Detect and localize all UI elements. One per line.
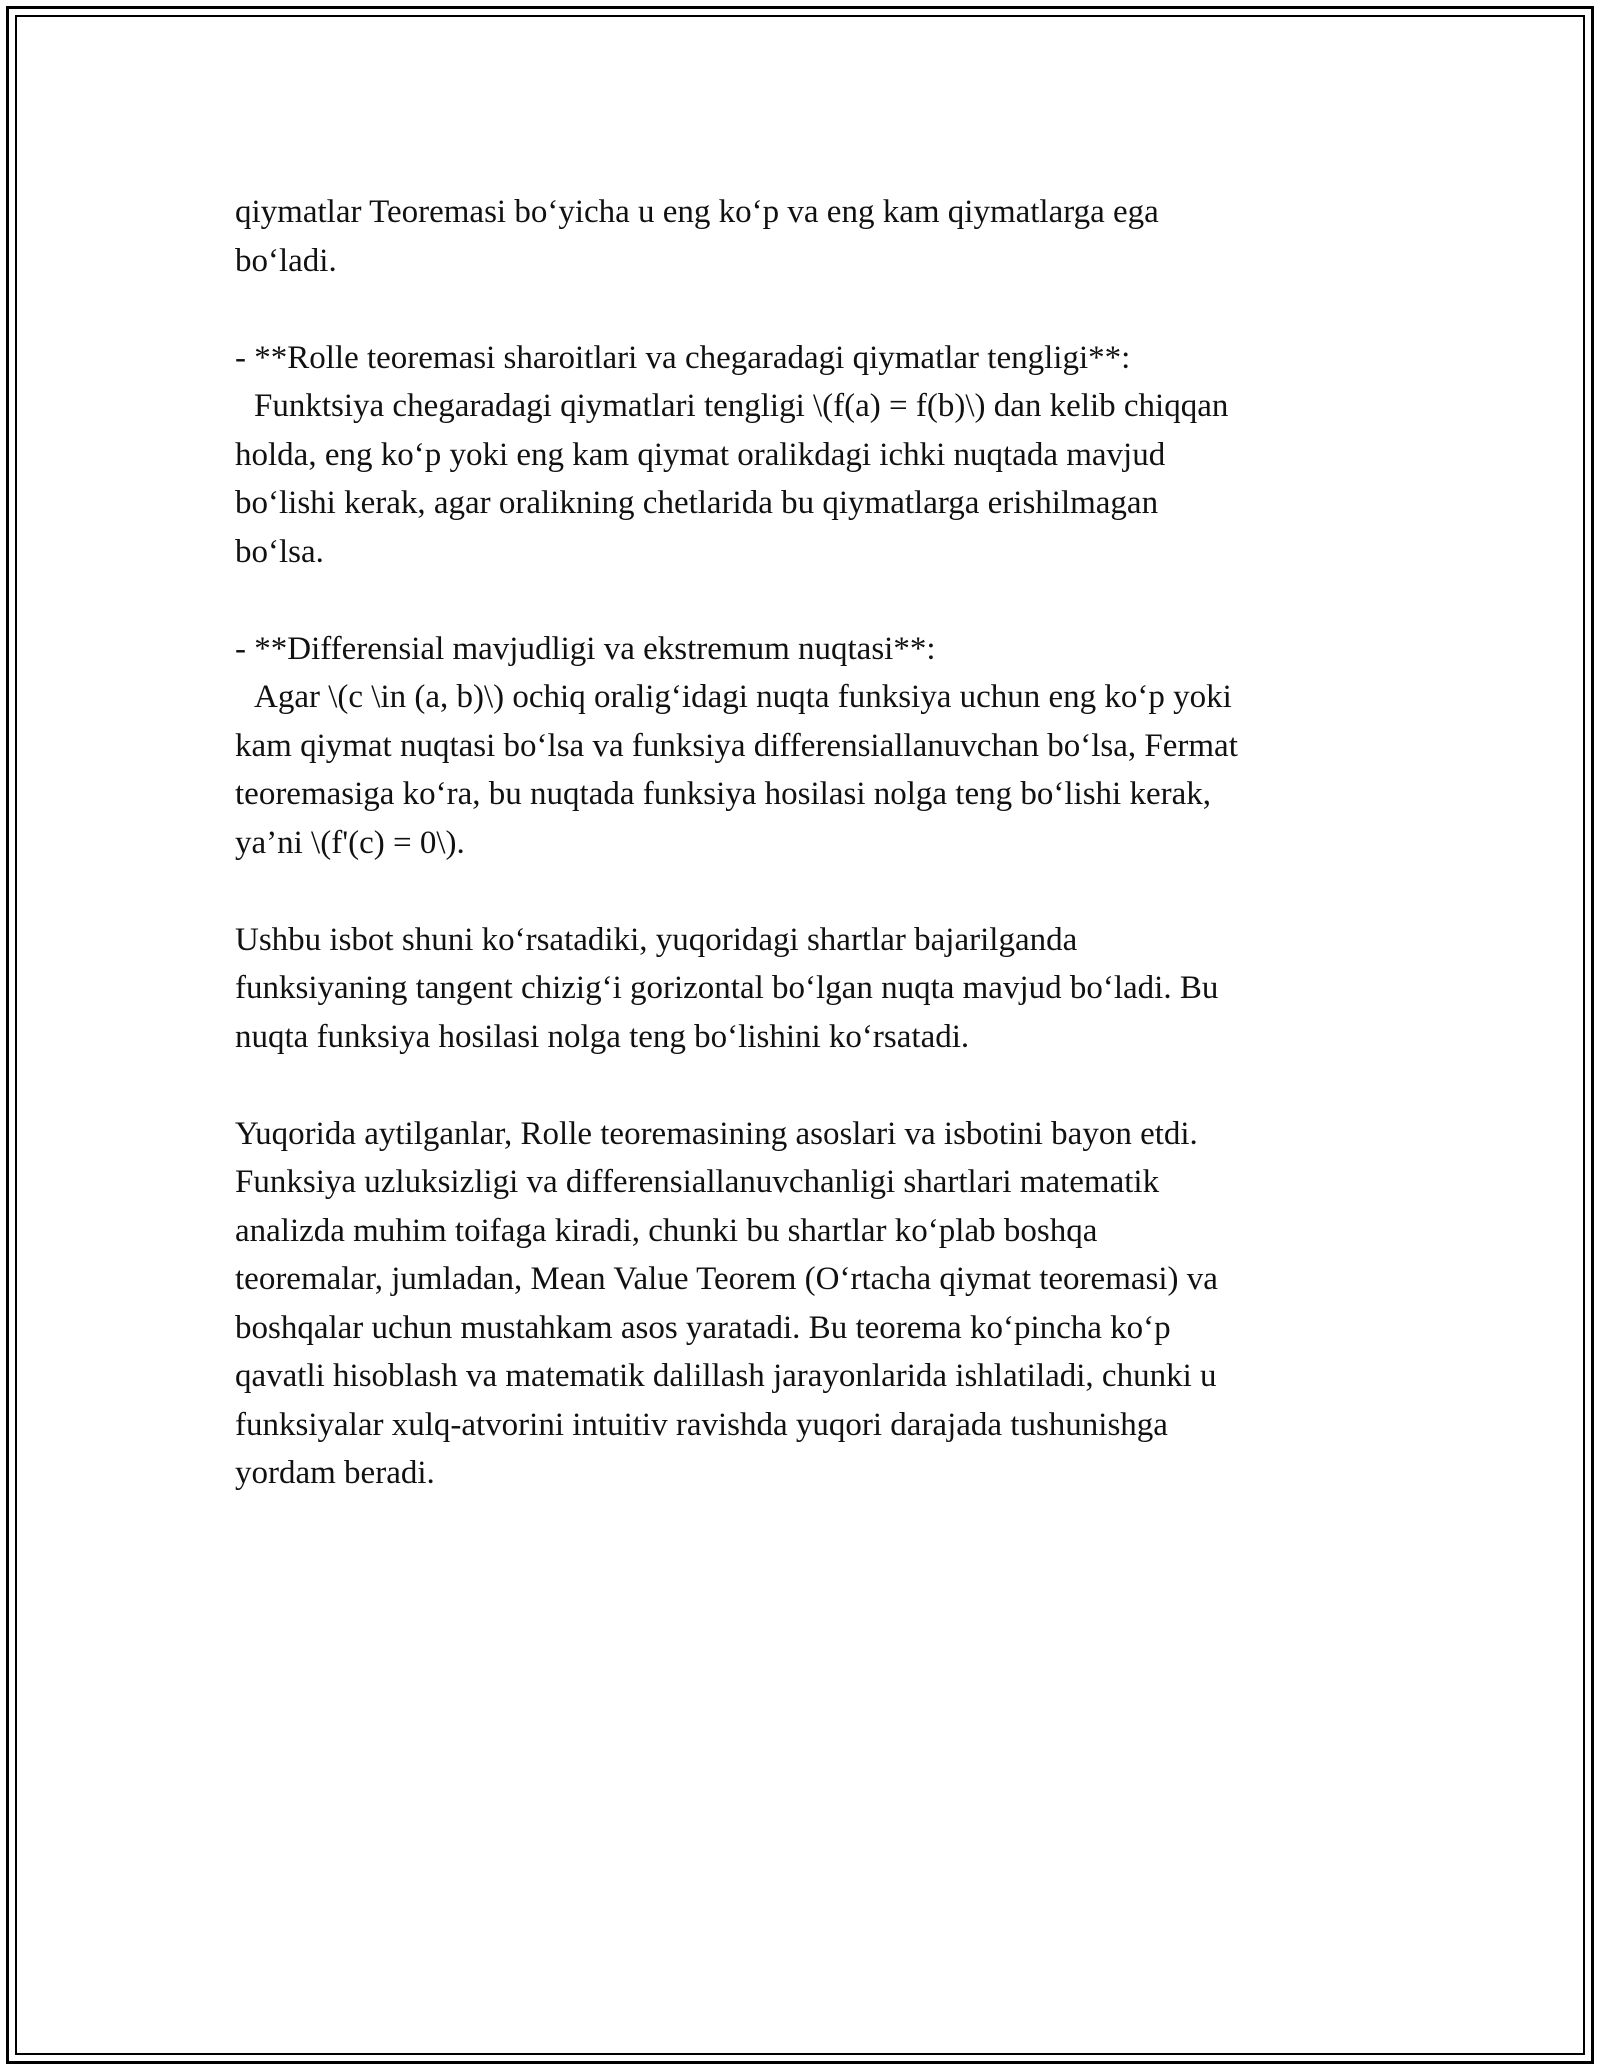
text-line: nuqta funksiya hosilasi nolga teng bo‘lishini ko‘rsatadi. <box>235 1018 970 1055</box>
text-line: holda, eng ko‘p yoki eng kam qiymat oralikdagi ichki nuqtada mavjud <box>235 436 1166 473</box>
paragraph-conclusion <box>235 1110 1365 1498</box>
text-line: kam qiymat nuqtasi bo‘lsa va funksiya differensiallanuvchan bo‘lsa, Fermat <box>235 727 1238 764</box>
paragraph-rolle-conditions <box>235 334 1365 577</box>
text-line: yordam beradi. <box>235 1455 435 1491</box>
text-line: Yuqorida aytilganlar, Rolle teoremasining asoslari va isbotini bayon etdi. <box>235 1115 1198 1152</box>
text-line: teoremalar, jumladan, Mean Value Teorem (O‘rtacha qiymat teoremasi) va <box>235 1261 1218 1297</box>
list-item-heading: - **Rolle teoremasi sharoitlari va chegaradagi qiymatlar tengligi**: <box>235 339 1131 376</box>
text-line: bo‘ladi. <box>235 242 337 279</box>
list-item-heading: - **Differensial mavjudligi va ekstremum nuqtasi**: <box>235 630 936 667</box>
text-line: funksiyalar xulq-atvorini intuitiv ravishda yuqori darajada tushunishga <box>235 1406 1168 1443</box>
text-line: boshqalar uchun mustahkam asos yaratadi. Bu teorema ko‘pincha ko‘p <box>235 1309 1171 1346</box>
paragraph-differential-extremum <box>235 625 1365 868</box>
document-body <box>235 188 1365 1546</box>
paragraph-proof-summary <box>235 916 1365 1062</box>
text-line: teoremasiga ko‘ra, bu nuqtada funksiya hosilasi nolga teng bo‘lishi kerak, <box>235 776 1211 812</box>
text-line: funksiyaning tangent chizig‘i gorizontal bo‘lgan nuqta mavjud bo‘ladi. Bu <box>235 970 1219 1006</box>
paragraph-extreme-value <box>235 188 1365 285</box>
text-line: analizda muhim toifaga kiradi, chunki bu shartlar ko‘plab boshqa <box>235 1212 1098 1249</box>
text-line: bo‘lsa. <box>235 533 324 570</box>
text-line: Agar \(c \in (a, b)\) ochiq oralig‘idagi nuqta funksiya uchun eng ko‘p yoki <box>254 679 1232 715</box>
text-line: Funksiya uzluksizligi va differensiallanuvchanligi shartlari matematik <box>235 1164 1160 1200</box>
text-line: Ushbu isbot shuni ko‘rsatadiki, yuqoridagi shartlar bajarilganda <box>235 921 1078 958</box>
text-line: ya’ni \(f'(c) = 0\). <box>235 824 465 861</box>
text-line: qiymatlar Teoremasi bo‘yicha u eng ko‘p va eng kam qiymatlarga ega <box>235 194 1159 230</box>
text-line: Funktsiya chegaradagi qiymatlari tengligi \(f(a) = f(b)\) dan kelib chiqqan <box>254 388 1229 424</box>
text-line: bo‘lishi kerak, agar oralikning chetlarida bu qiymatlarga erishilmagan <box>235 485 1159 521</box>
text-line: qavatli hisoblash va matematik dalillash jarayonlarida ishlatiladi, chunki u <box>235 1358 1217 1394</box>
